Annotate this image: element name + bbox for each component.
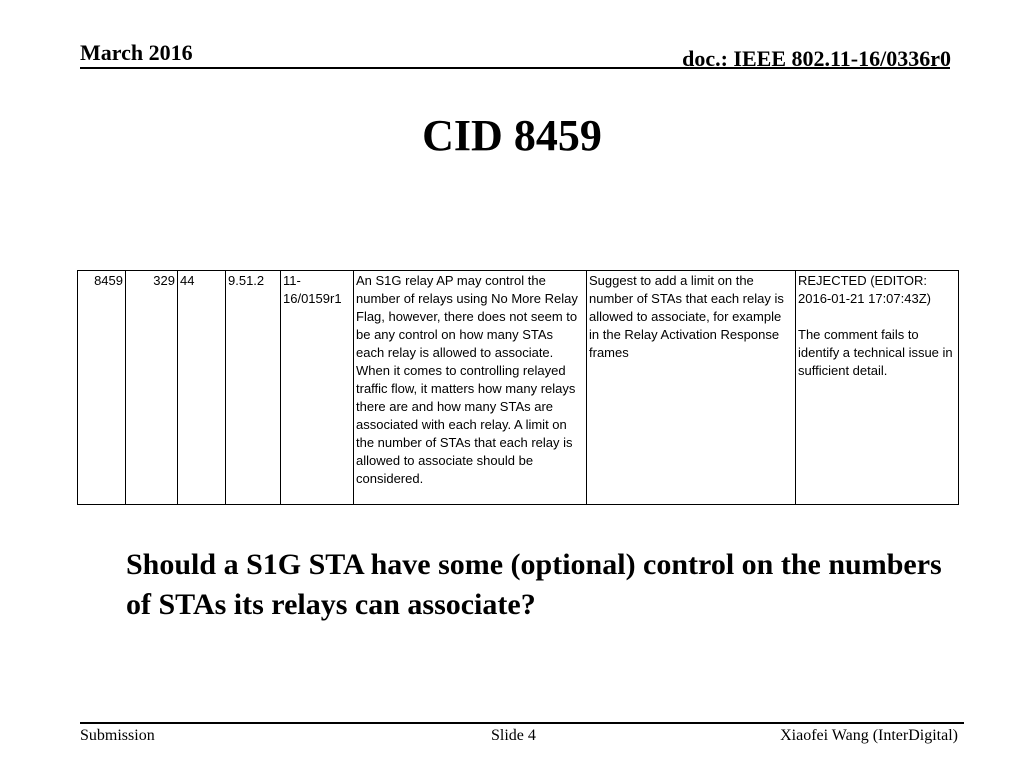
footer-slide-number: Slide 4 bbox=[491, 727, 536, 744]
resolution-status: REJECTED (EDITOR: 2016-01-21 17:07:43Z) bbox=[798, 273, 931, 306]
header-divider bbox=[80, 67, 950, 69]
cell-line: 44 bbox=[178, 271, 226, 505]
cell-resolution bbox=[796, 271, 959, 505]
cell-comment: An S1G relay AP may control the number of relays using No More Relay Flag, however, there does not seem to be any control on how many STAs each relay is allowed to associate. When it comes to controlling relayed traffic flow, it matters how many relays there are and how many STAs are associated with each relay. A limit on the number of STAs that each relay is allowed to associate should be considered. bbox=[354, 271, 587, 505]
cell-dup-of: 11-16/0159r1 bbox=[281, 271, 354, 505]
cell-cid: 8459 bbox=[78, 271, 126, 505]
header-date: March 2016 bbox=[80, 40, 193, 65]
comment-table bbox=[77, 270, 959, 505]
cell-proposed-change: Suggest to add a limit on the number of STAs that each relay is allowed to associate, for example in the Relay Activation Response frames bbox=[587, 271, 796, 505]
footer-author: Xiaofei Wang (InterDigital) bbox=[780, 727, 958, 744]
cell-page: 329 bbox=[126, 271, 178, 505]
cell-clause: 9.51.2 bbox=[226, 271, 281, 505]
header-doc-id: doc.: IEEE 802.11-16/0336r0 bbox=[682, 46, 951, 71]
footer-submission: Submission bbox=[80, 727, 155, 744]
resolution-text: The comment fails to identify a technical issue in sufficient detail. bbox=[798, 327, 953, 378]
footer-divider bbox=[80, 722, 964, 724]
table-row bbox=[78, 271, 959, 505]
slide-title: CID 8459 bbox=[422, 111, 602, 160]
discussion-question: Should a S1G STA have some (optional) control on the numbers of STAs its relays can associate? bbox=[126, 548, 942, 621]
